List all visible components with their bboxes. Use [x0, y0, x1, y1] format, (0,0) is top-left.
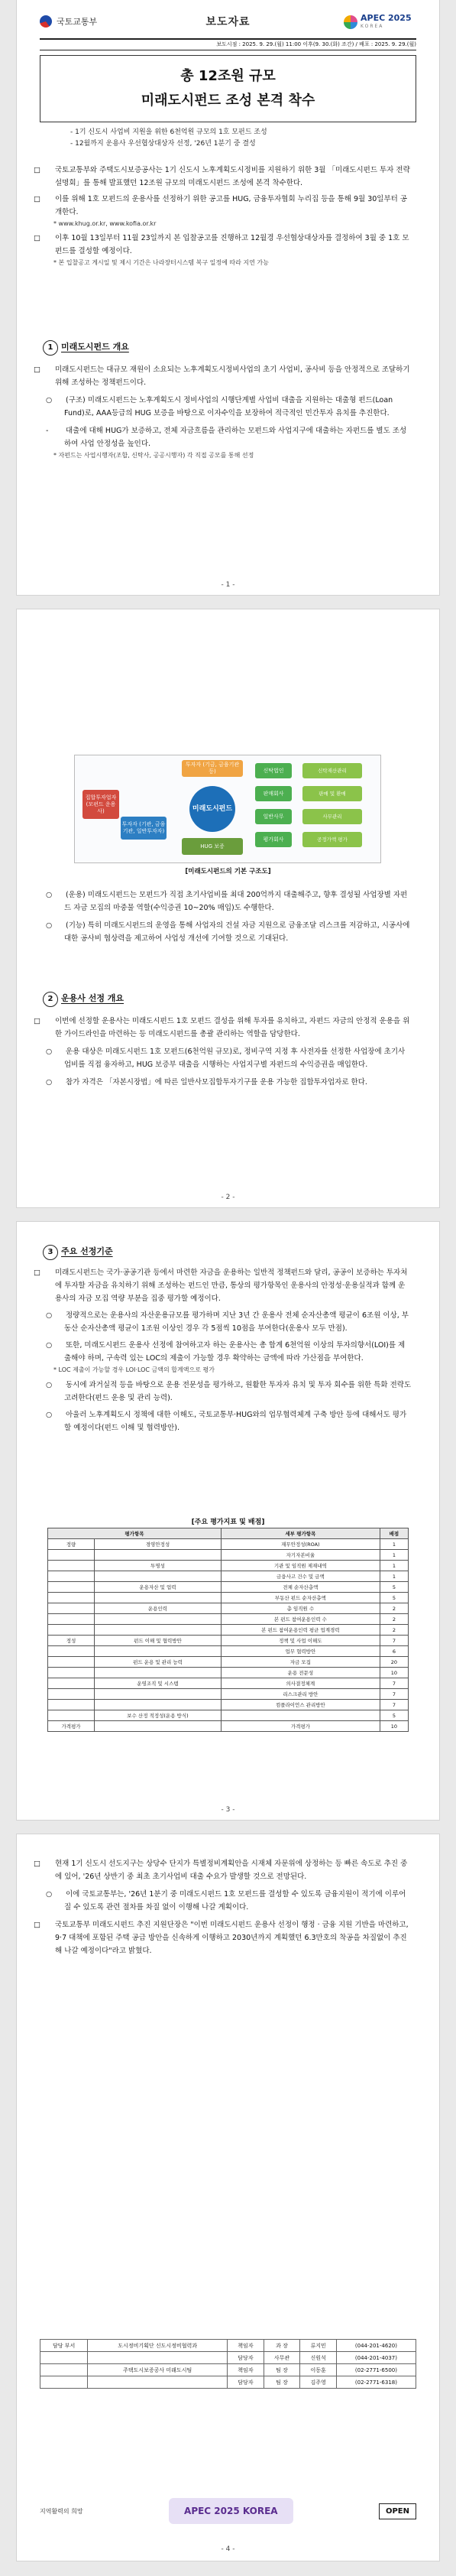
table-row [48, 1636, 409, 1646]
table-header-row [48, 1528, 409, 1539]
footer-open-mark: OPEN [379, 2503, 416, 2519]
table-cell: 자기자본비율 [221, 1550, 380, 1561]
press-header [17, 0, 439, 47]
table-cell [48, 1668, 95, 1678]
title-box [40, 55, 416, 122]
schedule-note: * 본 입찰공고 게시일 및 제시 기간은 나라장터시스템 복구 일정에 따라 지연 가능 [53, 259, 269, 266]
table-cell [95, 1571, 222, 1582]
contact-row [40, 2340, 416, 2352]
intro-section: □ 국토교통부와 주택도시보증공사는 1기 신도시 노후계획도시정비를 지원하기 위한 3월 「미래도시펀드 투자 전략 설명회」를 통해 발표했던 12조원 규모의 미래도시펀드 조성에 본격 착수한다. □ 이를 위해 1호 모펀드의 운용사를 선정하기 위한 공고를 HUG, 금융투자협회 누리집 등을 통해 9월 30일부터 공개한다. * www.khug.or.kr, www.kofia.or.kr □ 이후 10월 13일부터 11월 23일까지 본 입찰공고를 진행하고 12월경 우선협상대상자를 결정하여 3월 중 1호 모펀드를 결성할 예정이다. * 본 입찰공고 게시일 및 제시 기간은 나라장터시스템 복구 일정에 따라 지연 가능 [44, 164, 412, 268]
diagram-right-1: 신탁법인 [255, 763, 292, 778]
table-row [48, 1646, 409, 1657]
table-row [48, 1614, 409, 1625]
table-cell [48, 1710, 95, 1721]
diagram-right-3: 일반사무 [255, 809, 292, 824]
table-cell: 본 펀드 참여운용인력 평균 업계경력 [221, 1625, 380, 1636]
selection-section: □ 이번에 선정할 운용사는 미래도시펀드 1호 모펀드 결성을 위해 투자를 유치하고, 자펀드 자금의 안정적 운용을 위한 가이드라인을 마련하는 등 미래도시펀드를 총괄 관리하는 역할을 담당한다. ○ 운용 대상은 미래도시펀드 1호 모펀드(6천억원 규모)로, 정비구역 지정 후 사전자를 선정한 사업장에 초기사업비를 직접 융자하고, HUG 보증부 대출을 시행하는 사업지구별 자펀드의 수익증권을 매입한다. ○ 참가 자격은 「자본시장법」에 따른 일반사모집합투자기구를 운용 가능한 집합투자업자로 한다. [34, 1017, 410, 1087]
table-cell [48, 1571, 95, 1582]
contact-row [40, 2364, 416, 2376]
table-cell: 2 [380, 1625, 408, 1636]
contact-cell: 주택도시보증공사 미래도시팀 [88, 2364, 228, 2376]
table-cell [48, 1657, 95, 1668]
operation-section: ○ (운용) 미래도시펀드는 모펀드가 직접 초기사업비를 최대 200억까지 대출해주고, 향후 결성될 사업장별 자펀드 자금 모집의 마중물 역할(수익증권 10~20% 매입)도 수행한다. ○ (기능) 특히 미래도시펀드의 운영을 통해 사업자의 건설 자금 지원으로 금융조달 리스크를 저감하고, 시공사에 대한 공사비 협상력을 제고하여 사업성 개선에 기여할 것으로 기대된다. [46, 891, 410, 943]
sel-para-1: 이번에 선정할 운용사는 미래도시펀드 1호 모펀드 결성을 위해 투자를 유치하고, 자펀드 자금의 안정적 운용을 위한 가이드라인을 마련하는 등 미래도시펀드를 총괄 관리하는 역할을 담당한다. [55, 1017, 410, 1038]
contact-cell: 책임자 [228, 2364, 264, 2376]
subtitle-list [70, 127, 409, 150]
contact-cell: 담당자 [228, 2376, 264, 2389]
diagram-hug-guarantee: HUG 보증 [182, 838, 243, 855]
contact-cell: (02-2771-6500) [336, 2364, 416, 2376]
table-cell: 본 펀드 참여운용인력 수 [221, 1614, 380, 1625]
table-cell: 5 [380, 1710, 408, 1721]
contact-cell: 팀 장 [264, 2364, 300, 2376]
table-cell [95, 1668, 222, 1678]
table-row [48, 1700, 409, 1710]
contact-cell: 담당자 [228, 2352, 264, 2364]
table-cell: 7 [380, 1678, 408, 1689]
section-2-title: 2 운용사 선정 개요 [43, 992, 124, 1007]
table-header-cell: 평가항목 [48, 1528, 222, 1539]
sec1-para-3: 대출에 대해 HUG가 보증하고, 전체 자금흐름을 관리하는 모펀드와 사업지구에 대출하는 자펀드를 별도 조성하여 사업 안정성을 높인다. [64, 427, 407, 448]
contact-cell: (044-201-4037) [336, 2352, 416, 2364]
table-cell [48, 1603, 95, 1614]
contact-row [40, 2352, 416, 2364]
contact-cell [88, 2352, 228, 2364]
table-cell [48, 1593, 95, 1603]
table-row [48, 1561, 409, 1571]
table-cell [48, 1700, 95, 1710]
table-cell: 재무안정성(ROA) [221, 1539, 380, 1550]
op-para-2: (기능) 특히 미래도시펀드의 운영을 통해 사업자의 건설 자금 지원으로 금융조달 리스크를 저감하고, 시공사에 대한 공사비 협상력을 제고하여 사업성 개선에 기여할 것으로 기대된다. [64, 921, 410, 943]
sec1-para-2: (구조) 미래도시펀드는 노후계획도시 정비사업의 시행단계별 사업비 대출을 지원하는 대출형 펀드(Loan Fund)로, AAA등급의 HUG 보증을 바탕으로 이자수익을 보장하여 적극적인 민간투자 유치를 추진한다. [64, 396, 393, 417]
page-1 [17, 0, 439, 595]
criteria-para-1: 미래도시펀드는 국가·공공기관 등에서 마련한 자금을 운용하는 일반적 정책펀드와 달리, 공공이 보증하는 투자처에 투자할 자금을 유치하기 위해 조성하는 펀드인 만큼, 통상의 평가항목인 운용사의 안정성·운용실적과 함께 운용사의 자금 모집 역량 부분을 집중 평가할 예정이다. [55, 1269, 408, 1303]
subtitle-1: - 1기 신도시 사업비 지원을 위한 6천억원 규모의 1호 모펀드 조성 [70, 128, 267, 136]
table-cell [221, 1710, 380, 1721]
table-cell [48, 1561, 95, 1571]
table-row [48, 1710, 409, 1721]
table-cell: 자금 모집 [221, 1657, 380, 1668]
sel-para-3: 참가 자격은 「자본시장법」에 따른 일반사모집합투자기구를 운용 가능한 집합투자업자로 한다. [66, 1078, 367, 1087]
title-line-2: 미래도시펀드 조성 본격 착수 [141, 93, 315, 109]
diagram-right-1-desc: 신탁재산관리 [302, 763, 362, 778]
table-cell [48, 1614, 95, 1625]
table-cell: 기관 및 임직원 제재내역 [221, 1561, 380, 1571]
table-cell: 금융사고 건수 및 금액 [221, 1571, 380, 1582]
contact-row [40, 2376, 416, 2389]
contact-cell: 도시정비기획단 신도시정비협력과 [88, 2340, 228, 2352]
contact-cell: 사무관 [264, 2352, 300, 2364]
table-cell: 가격평가 [221, 1721, 380, 1732]
contact-cell: (044-201-4620) [336, 2340, 416, 2352]
contact-cell [40, 2352, 88, 2364]
footer-slogan: 지역활력의 희망 [40, 2507, 83, 2515]
subtitle-2: - 12월까지 운용사 우선협상대상자 선정, '26년 1분기 중 결성 [70, 140, 256, 148]
op-para-1: (운용) 미래도시펀드는 모펀드가 직접 초기사업비를 최대 200억까지 대출해주고, 향후 결성될 사업장별 자펀드 자금 모집의 마중물 역할(수익증권 10~20% 매입)도 수행한다. [64, 891, 408, 912]
table-header-cell: 배점 [380, 1528, 408, 1539]
table-cell: 전체 순자산총액 [221, 1582, 380, 1593]
criteria-para-3: 또한, 미래도시펀드 운용사 선정에 참여하고자 하는 운용사는 총 합계 6천억원 이상의 투자의향서(LOI)를 제출해야 하며, 구속력 있는 LOC의 제출이 가능할 경우 확약하는 금액에 따라 가산점을 부여한다. [64, 1341, 406, 1363]
schedule-text: 이후 10월 13일부터 11월 23일까지 본 입찰공고를 진행하고 12월경 우선협상대상자를 결정하여 3월 중 1호 모펀드를 결성할 예정이다. [55, 234, 409, 255]
title-line-1: 총 12조원 규모 [180, 68, 276, 84]
contact-cell: (02-2771-6318) [336, 2376, 416, 2389]
table-row [48, 1657, 409, 1668]
table-row [48, 1668, 409, 1678]
table-cell [48, 1550, 95, 1561]
sec1-para-1: 미래도시펀드는 대규모 재원이 소요되는 노후계획도시정비사업의 초기 사업비, 공사비 등을 안정적으로 조달하기 위해 조성하는 정책펀드이다. [55, 365, 410, 387]
diagram-caption: [미래도시펀드의 기본 구조도] [185, 868, 271, 875]
table-cell: 총 임직원 수 [221, 1603, 380, 1614]
table-cell: 1 [380, 1561, 408, 1571]
criteria-section: □ 미래도시펀드는 국가·공공기관 등에서 마련한 자금을 운용하는 일반적 정책펀드와 달리, 공공이 보증하는 투자처에 투자할 자금을 유치하기 위해 조성하는 펀드인 만큼, 통상의 평가항목인 운용사의 안정성·운용실적과 함께 운용사의 자금 모집 역량 부분을 집중 평가할 예정이다. ○ 정량적으로는 운용사의 자산운용규모를 평가하며 지난 3년 간 운용사 전체 순자산총액 평균이 6조원 이상, 부동산 순자산총액 평균이 1조원 이상인 경우 각 5점씩 10점을 부여한다(운용사 모두 만점). ○ 또한, 미래도시펀드 운용사 선정에 참여하고자 하는 운용사는 총 합계 6천억원 이상의 투자의향서(LOI)를 제출해야 하며, 구속력 있는 LOC의 제출이 가능할 경우 확약하는 금액에 따라 가산점을 부여한다. * LOC 제출이 가능할 경우 LOI·LOC 금액의 합계액으로 평가 ○ 동시에 과거실적 등을 바탕으로 운용 전문성을 평가하고, 원활한 투자자 유치 및 투자 회수를 위한 특화 전략도 고려한다(펀드 운용 및 관리 능력). ○ 아울러 노후계획도시 정책에 대한 이해도, 국토교통부·HUG와의 업무협력체계 구축 방안 등에 대해서도 평가할 예정이다(펀드 이해 및 협력방안). [34, 1269, 412, 1432]
contact-cell: 류지민 [300, 2340, 337, 2352]
table-cell: 20 [380, 1657, 408, 1668]
table-cell [48, 1582, 95, 1593]
table-cell: 컴플라이언스 관리방안 [221, 1700, 380, 1710]
table-row [48, 1721, 409, 1732]
section-1-title: 1 미래도시펀드 개요 [43, 340, 129, 356]
table-cell: 7 [380, 1636, 408, 1646]
page-number-1: - 1 - [221, 581, 235, 589]
table-row [48, 1603, 409, 1614]
table-cell: 경영안정성 [95, 1539, 222, 1550]
page-number-2: - 2 - [221, 1194, 235, 1201]
footer-apec-banner: APEC 2025 KOREA [169, 2498, 293, 2524]
table-cell: 5 [380, 1593, 408, 1603]
diagram-right-3-desc: 사무관리 [302, 809, 362, 824]
contact-cell: 팀 장 [264, 2376, 300, 2389]
table-row [48, 1582, 409, 1593]
table-cell [48, 1678, 95, 1689]
table-cell: 정성 [48, 1636, 95, 1646]
table-cell: 운용자산 및 업력 [95, 1582, 222, 1593]
table-cell: 5 [380, 1582, 408, 1593]
criteria-para-5: 아울러 노후계획도시 정책에 대한 이해도, 국토교통부·HUG와의 업무협력체계 구축 방안 등에 대해서도 평가할 예정이다(펀드 이해 및 협력방안). [64, 1411, 407, 1432]
intro-text-2: 이를 위해 1호 모펀드의 운용사를 선정하기 위한 공고를 HUG, 금융투자협회 누리집 등을 통해 9월 30일부터 공개한다. [55, 195, 408, 216]
table-cell: 가격평가 [48, 1721, 95, 1732]
sel-para-2: 운용 대상은 미래도시펀드 1호 모펀드(6천억원 규모)로, 정비구역 지정 후 사전자를 선정한 사업장에 초기사업비를 직접 융자하고, HUG 보증부 대출을 시행하는 사업지구별 자펀드의 수익증권을 매입한다. [64, 1048, 406, 1069]
table-cell [48, 1689, 95, 1700]
section-3-title: 3 주요 선정기준 [43, 1245, 113, 1260]
table-row [48, 1678, 409, 1689]
link-note: * www.khug.or.kr, www.kofia.or.kr [53, 220, 157, 227]
table-cell: 1 [380, 1539, 408, 1550]
criteria-para-4: 동시에 과거실적 등을 바탕으로 운용 전문성을 평가하고, 원활한 투자자 유치 및 투자 회수를 위한 특화 전략도 고려한다(펀드 운용 및 관리 능력). [64, 1381, 412, 1402]
table-cell [95, 1646, 222, 1657]
table-cell: 6 [380, 1646, 408, 1657]
diagram-right-2-desc: 판매 및 환매 [302, 786, 362, 801]
table-row [48, 1625, 409, 1636]
press-label: 보도자료 [205, 16, 251, 28]
diagram-investor-top: 투자자 (기금, 금융기관 등) [182, 760, 243, 777]
table-cell [95, 1550, 222, 1561]
future-section: □ 현재 1기 신도시 선도지구는 상당수 단지가 특별정비계획안을 시재체 자문위에 상정하는 등 빠른 속도로 추진 중에 있어, '26년 상반기 중 최초 초기사업비 대출 수요가 발생할 것으로 전망된다. ○ 이에 국토교통부는, '26년 1분기 중 미래도시펀드 1호 모펀드를 결성할 수 있도록 금융지원이 적기에 이루어질 수 있도록 관련 절차를 차질 없이 이행해 나갈 계획이다. □ 국토교통부 미래도시펀드 추진 지원단장은 "이번 미래도시펀드 운용사 선정이 행정 · 금융 지원 기반을 마련하고, 9·7 대책에 포함된 주택 공급 방안을 신속하게 이행하고 2030년까지 계획했던 6.3만호의 착공을 차질없이 추진해 나갈 예정이다"라고 밝혔다. [34, 1860, 409, 1955]
table-cell [95, 1700, 222, 1710]
table-cell: 운영조직 및 시스템 [95, 1678, 222, 1689]
page-2 [17, 609, 439, 1207]
table-cell: 10 [380, 1668, 408, 1678]
page-number-3: - 3 - [221, 1806, 235, 1814]
table-cell: 정책 및 사업 이해도 [221, 1636, 380, 1646]
table-cell: 운용 전문성 [221, 1668, 380, 1678]
table-title: [주요 평가지표 및 배점] [191, 1519, 265, 1526]
table-cell: 1 [380, 1550, 408, 1561]
table-cell: 부동산 펀드 순자산총액 [221, 1593, 380, 1603]
criteria-note: * LOC 제출이 가능할 경우 LOI·LOC 금액의 합계액으로 평가 [53, 1366, 215, 1373]
sec1-note: * 자펀드는 사업시행자(조합, 신탁사, 공공시행자) 각 직접 공모를 통해 선정 [53, 452, 254, 459]
table-cell [95, 1721, 222, 1732]
intro-text: 국토교통부와 주택도시보증공사는 1기 신도시 노후계획도시정비를 지원하기 위한 3월 「미래도시펀드 투자 전략 설명회」를 통해 발표했던 12조원 규모의 미래도시펀드 조성에 본격 착수한다. [55, 166, 410, 187]
diagram-right-2: 판매회사 [255, 786, 292, 801]
page-number-4: - 4 - [221, 2545, 235, 2553]
footer-logos [40, 2492, 416, 2530]
table-header-cell: 세부 평가항목 [221, 1528, 380, 1539]
table-cell [95, 1689, 222, 1700]
diagram-right-4-desc: 공정가액 평가 [302, 832, 362, 847]
fund-structure-diagram [74, 755, 381, 863]
contact-cell: 과 장 [264, 2340, 300, 2352]
page-4 [17, 1834, 439, 2561]
diagram-fund-manager: 집합투자업자 (모펀드 운용사) [82, 790, 119, 819]
page-3 [17, 1222, 439, 1820]
contact-cell [40, 2364, 88, 2376]
contact-table [40, 2339, 416, 2389]
evaluation-table [47, 1528, 409, 1732]
contact-cell: 이동훈 [300, 2364, 337, 2376]
apec-logo: APEC 2025 KOREA [344, 9, 416, 35]
table-row [48, 1539, 409, 1550]
table-cell: 펀드 이해 및 협력방안 [95, 1636, 222, 1646]
diagram-investor-left: 투자자 (기관, 금융기관, 일반투자자) [121, 817, 167, 840]
table-cell [95, 1625, 222, 1636]
table-cell [48, 1646, 95, 1657]
table-row [48, 1689, 409, 1700]
table-cell: 2 [380, 1614, 408, 1625]
table-cell: 리스크관리 방안 [221, 1689, 380, 1700]
future-para-3: 국토교통부 미래도시펀드 추진 지원단장은 "이번 미래도시펀드 운용사 선정이 행정 · 금융 지원 기반을 마련하고, 9·7 대책에 포함된 주택 공급 방안을 신속하게 이행하고 2030년까지 계획했던 6.3만호의 착공을 차질없이 추진해 나갈 예정이다"라고 밝혔다. [55, 1921, 409, 1955]
contact-cell: 책임자 [228, 2340, 264, 2352]
contact-cell: 신원석 [300, 2352, 337, 2364]
table-cell: 정량 [48, 1539, 95, 1550]
section-1-body: □ 미래도시펀드는 대규모 재원이 소요되는 노후계획도시정비사업의 초기 사업비, 공사비 등을 안정적으로 조달하기 위해 조성하는 정책펀드이다. ○ (구조) 미래도시펀드는 노후계획도시 정비사업의 시행단계별 사업비 대출을 지원하는 대출형 펀드(Loan Fund)로, AAA등급의 HUG 보증을 바탕으로 이자수익을 보장하여 적극적인 민간투자 유치를 추진한다. - 대출에 대해 HUG가 보증하고, 전체 자금흐름을 관리하는 모펀드와 사업지구에 대출하는 자펀드를 별도 조성하여 사업 안정성을 높인다. * 자펀드는 사업시행자(조합, 신탁사, 공공시행자) 각 직접 공모를 통해 선정 [44, 363, 412, 460]
diagram-center: 미래도시펀드 [189, 786, 235, 832]
table-cell: 2 [380, 1603, 408, 1614]
table-cell: 업무 협력방안 [221, 1646, 380, 1657]
table-cell: 운용인력 [95, 1603, 222, 1614]
table-cell: 투명성 [95, 1561, 222, 1571]
contact-cell: 담당 부서 [40, 2340, 88, 2352]
table-cell: 보수 산정 적정성(운용 방식) [95, 1710, 222, 1721]
table-cell [95, 1614, 222, 1625]
ministry-name: 국토교통부 [57, 17, 98, 27]
table-cell: 7 [380, 1689, 408, 1700]
embargo-line: 보도시점 : 2025. 9. 29.(월) 11:00 이후(9. 30.(화) 조간) / 배포 : 2025. 9. 29.(월) [40, 38, 416, 50]
table-cell: 펀드 운용 및 관리 능력 [95, 1657, 222, 1668]
table-cell: 의사결정체계 [221, 1678, 380, 1689]
table-cell [48, 1625, 95, 1636]
criteria-para-2: 정량적으로는 운용사의 자산운용규모를 평가하며 지난 3년 간 운용사 전체 순자산총액 평균이 6조원 이상, 부동산 순자산총액 평균이 1조원 이상인 경우 각 5점씩 10점을 부여한다(운용사 모두 만점). [64, 1311, 409, 1333]
table-cell: 1 [380, 1571, 408, 1582]
table-cell [95, 1593, 222, 1603]
table-row [48, 1550, 409, 1561]
apec-emblem-icon [344, 15, 357, 29]
contact-cell [88, 2376, 228, 2389]
table-cell: 7 [380, 1700, 408, 1710]
diagram-right-4: 평가회사 [255, 832, 292, 847]
future-para-1: 현재 1기 신도시 선도지구는 상당수 단지가 특별정비계획안을 시재체 자문위에 상정하는 등 빠른 속도로 추진 중에 있어, '26년 상반기 중 최초 초기사업비 대출 수요가 발생할 것으로 전망된다. [55, 1860, 408, 1881]
contact-cell [40, 2376, 88, 2389]
future-para-2: 이에 국토교통부는, '26년 1분기 중 미래도시펀드 1호 모펀드를 결성할 수 있도록 금융지원이 적기에 이루어질 수 있도록 관련 절차를 차질 없이 이행해 나갈 계획이다. [64, 1890, 406, 1912]
table-row [48, 1593, 409, 1603]
table-row [48, 1571, 409, 1582]
table-cell: 10 [380, 1721, 408, 1732]
contact-cell: 김주영 [300, 2376, 337, 2389]
